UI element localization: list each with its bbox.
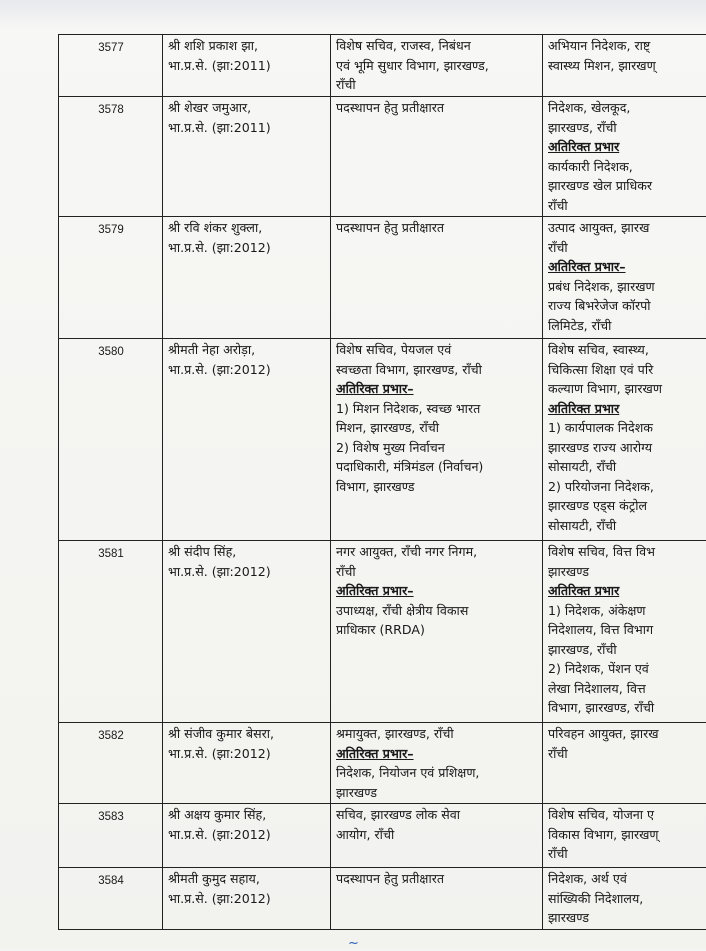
posting-text-line: 2) परियोजना निदेशक, <box>548 477 704 497</box>
current-posting-cell <box>331 97 543 217</box>
new-posting-cell <box>543 723 706 804</box>
officer-name-cell <box>163 97 331 217</box>
footer-mark: ~ <box>348 936 408 950</box>
current-posting-cell <box>331 868 543 930</box>
table-row <box>59 868 706 930</box>
officer-name: श्री शेखर जमुआर, <box>168 98 326 118</box>
posting-text-line: कार्यकारी निदेशक, <box>548 157 704 177</box>
service-batch: भा.प्र.से. (झा:2011) <box>168 56 326 76</box>
posting-text-line: प्राधिकार (RRDA) <box>336 620 538 640</box>
current-posting-cell <box>331 541 543 723</box>
serial-number: 3584 <box>59 868 163 930</box>
current-posting-cell <box>331 804 543 868</box>
table-row <box>59 804 706 868</box>
posting-text-line: पदस्थापन हेतु प्रतीक्षारत <box>336 98 538 118</box>
posting-text-line: निदेशक, अर्थ एवं <box>548 869 704 889</box>
serial-number: 3577 <box>59 35 163 97</box>
posting-text-line: सचिव, झारखण्ड लोक सेवा <box>336 805 538 825</box>
officer-name-cell <box>163 217 331 339</box>
posting-text-line: पदस्थापन हेतु प्रतीक्षारत <box>336 869 538 889</box>
additional-charge-heading: अतिरिक्त प्रभार– <box>336 581 538 601</box>
additional-charge-heading: अतिरिक्त प्रभार <box>548 399 704 419</box>
officer-name-cell <box>163 868 331 930</box>
table-row <box>59 339 706 541</box>
additional-charge-heading: अतिरिक्त प्रभार– <box>336 379 538 399</box>
serial-number: 3580 <box>59 339 163 541</box>
table-row <box>59 217 706 339</box>
current-posting-cell <box>331 723 543 804</box>
officer-name: श्री अक्षय कुमार सिंह, <box>168 805 326 825</box>
serial-number: 3579 <box>59 217 163 339</box>
officer-name: श्रीमती नेहा अरोड़ा, <box>168 340 326 360</box>
service-batch: भा.प्र.से. (झा:2011) <box>168 118 326 138</box>
service-batch: भा.प्र.से. (झा:2012) <box>168 825 326 845</box>
posting-text-line: झारखण्ड राज्य आरोग्य <box>548 438 704 458</box>
posting-text-line: श्रमायुक्त, झारखण्ड, राँची <box>336 724 538 744</box>
posting-text-line: झारखण्ड खेल प्राधिकर <box>548 176 704 196</box>
serial-number: 3581 <box>59 541 163 723</box>
posting-text-line: पदाधिकारी, मंत्रिमंडल (निर्वाचन) <box>336 457 538 477</box>
posting-text-line: झारखण्ड, राँची <box>548 640 704 660</box>
posting-text-line: निदेशक, नियोजन एवं प्रशिक्षण, <box>336 763 538 783</box>
posting-text-line: राँची <box>548 238 704 258</box>
officer-name-cell <box>163 541 331 723</box>
posting-text-line: राँची <box>548 196 704 216</box>
posting-text-line: 1) मिशन निदेशक, स्वच्छ भारत <box>336 399 538 419</box>
service-batch: भा.प्र.से. (झा:2012) <box>168 562 326 582</box>
transfer-posting-table <box>58 34 706 930</box>
posting-text-line: झारखण्ड <box>548 562 704 582</box>
posting-text-line: आयोग, राँची <box>336 825 538 845</box>
posting-text-line: लेखा निदेशालय, वित्त <box>548 679 704 699</box>
posting-text-line: झारखण्ड <box>336 783 538 803</box>
posting-text-line: 1) कार्यपालक निदेशक <box>548 418 704 438</box>
officer-name: श्री संदीप सिंह, <box>168 542 326 562</box>
posting-text-line: राँची <box>336 562 538 582</box>
scan-edge-shadow <box>0 0 706 30</box>
posting-text-line: विशेष सचिव, स्वास्थ्य, <box>548 340 704 360</box>
posting-text-line: विभाग, झारखण्ड <box>336 477 538 497</box>
officer-name: श्री शशि प्रकाश झा, <box>168 36 326 56</box>
table-row <box>59 97 706 217</box>
posting-text-line: एवं भूमि सुधार विभाग, झारखण्ड, <box>336 56 538 76</box>
posting-text-line: विशेष सचिव, राजस्व, निबंधन <box>336 36 538 56</box>
service-batch: भा.प्र.से. (झा:2012) <box>168 360 326 380</box>
current-posting-cell <box>331 217 543 339</box>
posting-text-line: झारखण्ड, राँची <box>548 118 704 138</box>
posting-text-line: राँची <box>336 75 538 95</box>
serial-number: 3578 <box>59 97 163 217</box>
table-row <box>59 541 706 723</box>
posting-text-line: 1) निदेशक, अंकेक्षण <box>548 601 704 621</box>
posting-text-line: विशेष सचिव, योजना ए <box>548 805 704 825</box>
additional-charge-heading: अतिरिक्त प्रभार– <box>336 744 538 764</box>
posting-text-line: सोसायटी, राँची <box>548 457 704 477</box>
posting-text-line: राँची <box>548 744 704 764</box>
service-batch: भा.प्र.से. (झा:2012) <box>168 889 326 909</box>
posting-text-line: विशेष सचिव, पेयजल एवं <box>336 340 538 360</box>
current-posting-cell <box>331 35 543 97</box>
additional-charge-heading: अतिरिक्त प्रभार <box>548 137 704 157</box>
posting-text-line: स्वच्छता विभाग, झारखण्ड, राँची <box>336 360 538 380</box>
new-posting-cell <box>543 868 706 930</box>
posting-text-line: चिकित्सा शिक्षा एवं परि <box>548 360 704 380</box>
posting-text-line: प्रबंध निदेशक, झारखण <box>548 277 704 297</box>
posting-text-line: 2) विशेष मुख्य निर्वाचन <box>336 438 538 458</box>
posting-text-line: नगर आयुक्त, राँची नगर निगम, <box>336 542 538 562</box>
new-posting-cell <box>543 217 706 339</box>
current-posting-cell <box>331 339 543 541</box>
posting-text-line: सांख्यिकी निदेशालय, <box>548 889 704 909</box>
officer-name-cell <box>163 339 331 541</box>
new-posting-cell <box>543 97 706 217</box>
officer-name-cell <box>163 35 331 97</box>
posting-text-line: झारखण्ड <box>548 908 704 928</box>
posting-text-line: लिमिटेड, राँची <box>548 316 704 336</box>
officer-name: श्री संजीव कुमार बेसरा, <box>168 724 326 744</box>
posting-text-line: निदेशक, खेलकूद, <box>548 98 704 118</box>
posting-text-line: विकास विभाग, झारखण् <box>548 825 704 845</box>
posting-text-line: कल्याण विभाग, झारखण <box>548 379 704 399</box>
officer-name-cell <box>163 804 331 868</box>
table-row <box>59 35 706 97</box>
posting-text-line: अभियान निदेशक, राष्ट् <box>548 36 704 56</box>
new-posting-cell <box>543 804 706 868</box>
posting-text-line: पदस्थापन हेतु प्रतीक्षारत <box>336 218 538 238</box>
serial-number: 3582 <box>59 723 163 804</box>
posting-text-line: विभाग, झारखण्ड, राँची <box>548 698 704 718</box>
posting-text-line: परिवहन आयुक्त, झारख <box>548 724 704 744</box>
posting-text-line: राँची <box>548 844 704 864</box>
posting-text-line: झारखण्ड एड्स कंट्रोल <box>548 496 704 516</box>
officer-name: श्री रवि शंकर शुक्ला, <box>168 218 326 238</box>
posting-text-line: मिशन, झारखण्ड, राँची <box>336 418 538 438</box>
serial-number: 3583 <box>59 804 163 868</box>
new-posting-cell <box>543 35 706 97</box>
posting-text-line: उत्पाद आयुक्त, झारख <box>548 218 704 238</box>
officer-name: श्रीमती कुमुद सहाय, <box>168 869 326 889</box>
service-batch: भा.प्र.से. (झा:2012) <box>168 744 326 764</box>
additional-charge-heading: अतिरिक्त प्रभार– <box>548 257 704 277</box>
additional-charge-heading: अतिरिक्त प्रभार <box>548 581 704 601</box>
table-row <box>59 723 706 804</box>
service-batch: भा.प्र.से. (झा:2012) <box>168 238 326 258</box>
posting-text-line: 2) निदेशक, पेंशन एवं <box>548 659 704 679</box>
posting-text-line: निदेशालय, वित्त विभाग <box>548 620 704 640</box>
posting-text-line: स्वास्थ्य मिशन, झारखण् <box>548 56 704 76</box>
posting-text-line: उपाध्यक्ष, राँची क्षेत्रीय विकास <box>336 601 538 621</box>
officer-name-cell <box>163 723 331 804</box>
posting-text-line: राज्य बिभरेजेज कॉरपो <box>548 296 704 316</box>
posting-text-line: सोसायटी, राँची <box>548 516 704 536</box>
posting-text-line: विशेष सचिव, वित्त विभ <box>548 542 704 562</box>
new-posting-cell <box>543 339 706 541</box>
new-posting-cell <box>543 541 706 723</box>
